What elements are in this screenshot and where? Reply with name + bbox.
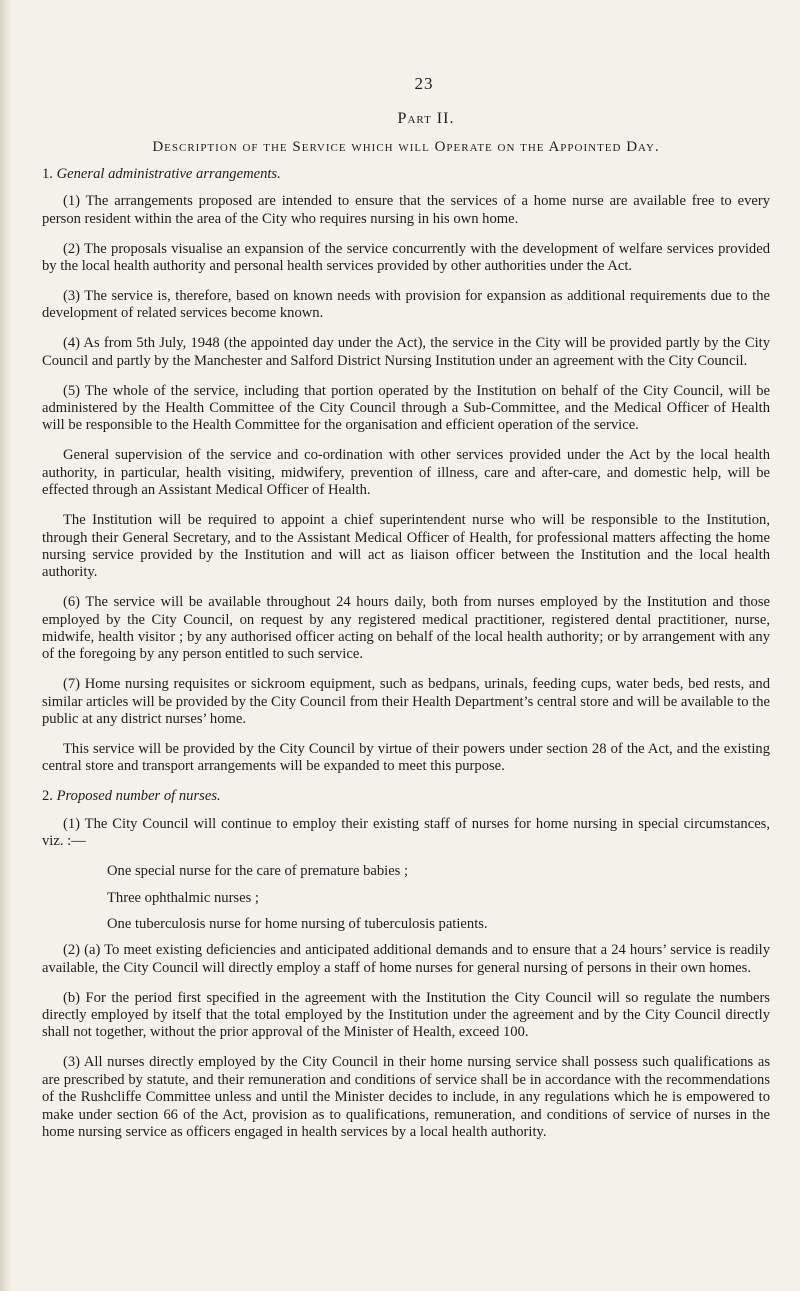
section-1-number: 1. [42, 166, 53, 182]
paragraph-1-5b: General supervision of the service and co-ordination with other services provided under the Act by the local health authority, in particular, health visiting, midwifery, prevention of illness, care and after-care, and domestic help, will be effected through an Assistant Medical Officer of Health. [42, 447, 770, 499]
list-item: One special nurse for the care of premature babies ; [107, 863, 409, 880]
section-2-heading [42, 788, 770, 805]
part-title: Part II. [397, 110, 455, 127]
section-2-title: Proposed number of nurses. [56, 788, 221, 805]
section-title: Description of the Service which will Operate on the Appointed Day. [152, 139, 660, 155]
paragraph-2-3: (3) All nurses directly employed by the City Council in their home nursing service shall possess such qualifications as are prescribed by statute, and their remuneration and conditions of service shall be in accordance with the recommendations of the Rushcliffe Committee unless and until the Minister decides to include, in any regulations which he is empowered to make under section 66 of the Act, provision as to qualifications, remuneration, and conditions of service of nurses in the home nursing service as officers engaged in health services by a local health authority. [42, 1054, 770, 1140]
paragraph-2-2a: (2) (a) To meet existing deficiencies and anticipated additional demands and to ensure that a 24 hours’ service is readily available, the City Council will directly employ a staff of home nurses for general nursing of persons in their own homes. [42, 942, 770, 976]
section-1-title: General administrative arrangements. [56, 166, 281, 182]
paragraph-1-5c: The Institution will be required to appoint a chief superintendent nurse who will be responsible to the Institution, through their General Secretary, and to the Assistant Medical Officer of Health, for professional matters affecting the home nursing service provided by the Institution and will act as liaison officer between the Institution and the local health authority. [42, 512, 770, 581]
page-number: 23 [414, 74, 434, 93]
section-1-heading [42, 166, 770, 183]
paragraph-1-3: (3) The service is, therefore, based on known needs with provision for expansion as additional requirements due to the development of related services become known. [42, 288, 770, 322]
paragraph-1-4: (4) As from 5th July, 1948 (the appointed day under the Act), the service in the City will be provided partly by the City Council and partly by the Manchester and Salford District Nursing Institution under an agreement with the City Council. [42, 335, 770, 369]
paragraph-1-5: (5) The whole of the service, including that portion operated by the Institution on behalf of the City Council, will be administered by the Health Committee of the City Council through a Sub-Committee, and the Medical Officer of Health will be responsible to the Health Committee for the organisation and efficient operation of the service. [42, 382, 770, 434]
list-item: One tuberculosis nurse for home nursing of tuberculosis patients. [107, 915, 488, 932]
paragraph-1-1: (1) The arrangements proposed are intended to ensure that the services of a home nurse are available free to every person resident within the area of the City who requires nursing in his own home. [42, 193, 770, 227]
list-item: Three ophthalmic nurses ; [107, 889, 259, 906]
paragraph-2-1: (1) The City Council will continue to employ their existing staff of nurses for home nursing in special circumstances, viz. :— [42, 815, 770, 850]
paragraph-1-7: (7) Home nursing requisites or sickroom equipment, such as bedpans, urinals, feeding cups, water beds, bed rests, and similar articles will be provided by the City Council from their Health Department’s central store and will be available to the public at any district nurses’ home. [42, 676, 770, 728]
paragraph-1-2: (2) The proposals visualise an expansion of the service concurrently with the development of welfare services provided by the local health authority and personal health services provided by other authorities under the Act. [42, 240, 770, 275]
section-2-number: 2. [42, 788, 53, 805]
paragraph-1-7b: This service will be provided by the City Council by virtue of their powers under section 28 of the Act, and the existing central store and transport arrangements will be expanded to meet this purpose. [42, 741, 770, 775]
paragraph-1-6: (6) The service will be available throughout 24 hours daily, both from nurses employed by the Institution and those employed by the City Council, on request by any registered medical practitioner, registered dental practitioner, nurse, midwife, health visitor ; by any authorised officer acting on behalf of the local health authority; or by arrangement with any of the foregoing by any person entitled to such service. [42, 594, 770, 663]
paragraph-2-2b: (b) For the period first specified in the agreement with the Institution the City Council will so regulate the numbers directly employed by itself that the total employed by the Institution under the agreement and by the City Council directly shall not together, without the prior approval of the Minister of Health, exceed 100. [42, 989, 770, 1041]
